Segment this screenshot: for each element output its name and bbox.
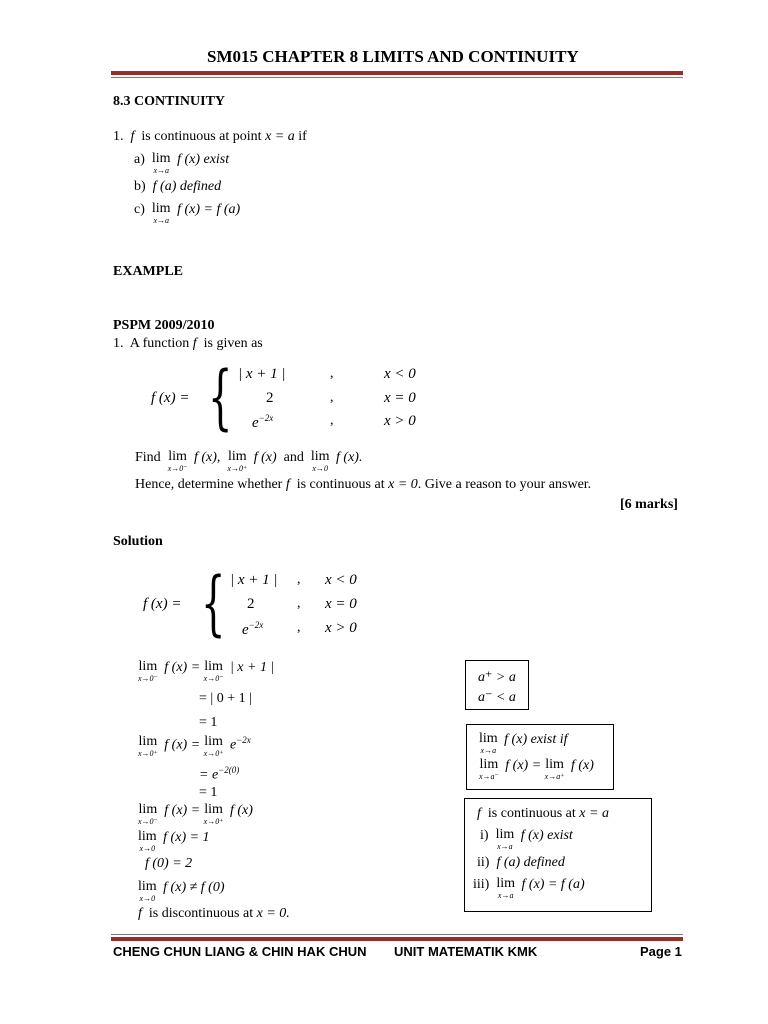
- find-and: and: [283, 450, 304, 465]
- find-fx: f (x).: [336, 450, 363, 465]
- def-cond: x = a: [265, 129, 295, 144]
- def-c-label: c): [134, 202, 145, 217]
- def-b-label: b): [134, 179, 146, 194]
- definition-c: [134, 202, 240, 225]
- sol-cond-1: x < 0: [325, 572, 357, 588]
- note-box-limit-exists: [466, 724, 614, 790]
- question-num: 1.: [113, 336, 124, 351]
- header-rule: [111, 71, 683, 75]
- header-rule-thin: [111, 77, 683, 78]
- def-if: if: [298, 129, 307, 144]
- piece-3: $e^{-2x}$: [252, 413, 274, 431]
- sol-cond-2: x = 0: [325, 596, 357, 612]
- cond-2: x = 0: [384, 390, 416, 406]
- definition-a: [134, 152, 229, 175]
- conclusion: f is discontinuous at x = 0.: [138, 906, 290, 921]
- find-line: [135, 450, 362, 473]
- brace: {: [208, 356, 233, 438]
- limit-symbol: lim x→a: [151, 151, 171, 175]
- comma: ,: [330, 366, 334, 381]
- working-line-8: lim x→0 f (x) = 1: [138, 829, 210, 853]
- working-line-3: = 1: [199, 715, 218, 730]
- working-line-7: lim x→0⁻ f (x) = lim x→0⁺ f (x): [138, 802, 253, 826]
- solution-fx: f (x) =: [143, 596, 182, 612]
- comma: ,: [297, 596, 301, 611]
- limit-symbol: lim x→0: [310, 449, 330, 473]
- footer-unit: UNIT MATEMATIK KMK: [394, 944, 538, 959]
- brace: {: [201, 562, 226, 644]
- page-title: SM015 CHAPTER 8 LIMITS AND CONTINUITY: [207, 47, 579, 66]
- definition-b: [134, 179, 221, 195]
- marks: [6 marks]: [620, 497, 678, 512]
- note-cont-i: i) lim x→a f (x) exist: [480, 827, 573, 851]
- question-text: A function: [129, 336, 190, 351]
- note-limit-eq: lim x→a⁻ f (x) = lim x→a⁺ f (x): [479, 757, 594, 781]
- note-cont-iii: iii) lim x→a f (x) = f (a): [473, 876, 585, 900]
- note-box-continuity: [464, 798, 652, 912]
- sol-piece-2: 2: [247, 596, 255, 612]
- working-line-1: lim x→0⁻ f (x) = lim x→0⁻ | x + 1 |: [138, 659, 275, 683]
- comma: ,: [330, 413, 334, 428]
- note-cont-title: f is continuous at x = a: [477, 806, 609, 821]
- def-c-text: f (x) = f (a): [177, 202, 241, 217]
- sol-cond-3: x > 0: [325, 620, 357, 636]
- find-fx: f (x),: [193, 450, 221, 465]
- note-a-minus: a⁻ < a: [478, 690, 516, 705]
- hence-line: Hence, determine whether f is continuous at x = 0. Give a reason to your answer.: [135, 477, 592, 492]
- note-box-one-sided: [465, 660, 529, 710]
- limit-symbol: lim x→a: [151, 201, 171, 225]
- example-heading: EXAMPLE: [113, 264, 183, 279]
- def-a-text: f (x) exist: [177, 152, 230, 167]
- example-source: PSPM 2009/2010: [113, 318, 215, 333]
- def-f: f: [130, 129, 135, 144]
- limit-symbol: lim x→0⁻: [167, 449, 188, 473]
- note-a-plus: a⁺ > a: [478, 670, 516, 685]
- working-line-4: lim x→0⁺ f (x) = lim x→0⁺ $e^{-2x}$: [138, 734, 251, 758]
- comma: ,: [297, 620, 301, 635]
- cond-3: x > 0: [384, 413, 416, 429]
- limit-symbol: lim x→0⁺: [227, 449, 248, 473]
- section-heading: 8.3 CONTINUITY: [113, 94, 226, 109]
- footer-rule-thin: [111, 934, 683, 935]
- piece-1: | x + 1 |: [238, 366, 286, 382]
- working-line-6: = 1: [199, 785, 218, 800]
- piecewise-fx: f (x) =: [151, 390, 190, 406]
- working-line-9: f (0) = 2: [145, 856, 193, 871]
- footer-rule: [111, 937, 683, 941]
- question-intro: [113, 336, 263, 352]
- question-text-2: is given as: [203, 336, 263, 351]
- working-line-5: = $e^{-2(0)}$: [199, 765, 240, 783]
- note-limit-title: lim x→a f (x) exist if: [479, 731, 568, 755]
- def-b-text: f (a) defined: [152, 179, 222, 194]
- def-a-label: a): [134, 152, 145, 167]
- question-f: f: [192, 336, 197, 351]
- solution-heading: Solution: [113, 534, 163, 549]
- sol-piece-1: | x + 1 |: [230, 572, 278, 588]
- footer-page: Page 1: [640, 944, 682, 959]
- note-cont-ii: ii) f (a) defined: [477, 855, 565, 870]
- working-line-2: = | 0 + 1 |: [199, 691, 252, 706]
- sol-piece-3: $e^{-2x}$: [242, 620, 264, 638]
- comma: ,: [297, 572, 301, 587]
- working-line-10: lim x→0 f (x) ≠ f (0): [138, 879, 225, 903]
- find-fx: f (x): [253, 450, 277, 465]
- comma: ,: [330, 390, 334, 405]
- definition-intro: [113, 129, 307, 145]
- cond-1: x < 0: [384, 366, 416, 382]
- def-num: 1.: [113, 129, 124, 144]
- footer-authors: CHENG CHUN LIANG & CHIN HAK CHUN: [113, 944, 367, 959]
- find-word: Find: [135, 450, 161, 465]
- def-text: is continuous at point: [141, 129, 262, 144]
- piece-2: 2: [266, 390, 274, 406]
